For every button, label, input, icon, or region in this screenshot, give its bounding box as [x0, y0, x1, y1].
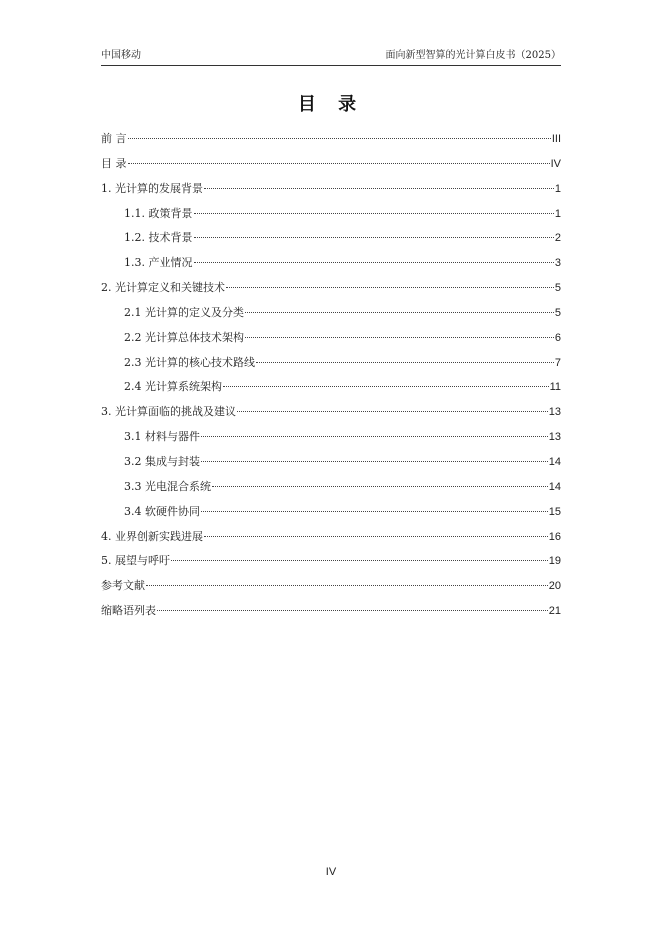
toc-entry[interactable] — [101, 276, 561, 301]
toc-dot-leader — [201, 436, 548, 437]
toc-entry-page: 5 — [554, 282, 561, 295]
toc-entry-page: III — [551, 133, 561, 145]
toc-dot-leader — [194, 237, 554, 238]
toc-entry-page: 7 — [554, 356, 561, 369]
toc-entry-page: 16 — [548, 530, 561, 543]
toc-entry-page: IV — [550, 157, 561, 170]
toc-entry-label: 3. 光计算面临的挑战及建议 — [101, 405, 236, 419]
toc-entry-label: 1.3. 产业情况 — [124, 256, 193, 270]
toc-entry-label: 3.2 集成与封装 — [124, 454, 200, 468]
toc-entry[interactable] — [101, 549, 561, 574]
toc-entry-label: 2. 光计算定义和关键技术 — [101, 281, 225, 295]
toc-entry[interactable] — [101, 599, 561, 624]
toc-entry-page: 20 — [548, 580, 561, 593]
toc-entry-label: 2.1 光计算的定义及分类 — [124, 305, 244, 319]
toc-dot-leader — [171, 560, 548, 561]
toc-entry[interactable] — [101, 525, 561, 550]
toc-entry-page: 21 — [548, 605, 561, 618]
toc-entry-page: 11 — [549, 381, 561, 394]
toc-entry-label: 2.2 光计算总体技术架构 — [124, 330, 244, 344]
toc-entry-label: 2.3 光计算的核心技术路线 — [124, 355, 255, 369]
toc-entry[interactable] — [101, 500, 561, 525]
header-organization: 中国移动 — [101, 50, 141, 61]
toc-dot-leader — [157, 610, 548, 611]
toc-entry[interactable] — [101, 375, 561, 400]
toc-dot-leader — [146, 585, 548, 586]
toc-dot-leader — [204, 188, 554, 189]
toc-entry[interactable] — [101, 326, 561, 351]
toc-entry-label: 3.4 软硬件协同 — [124, 504, 200, 518]
toc-entry-page: 19 — [548, 555, 561, 568]
toc-entry-label: 参考文献 — [101, 579, 145, 593]
toc-entry[interactable] — [101, 400, 561, 425]
toc-dot-leader — [256, 362, 554, 363]
toc-dot-leader — [194, 262, 554, 263]
toc-dot-leader — [212, 486, 548, 487]
toc-entry-page: 15 — [548, 505, 561, 518]
toc-entry[interactable] — [101, 251, 561, 276]
toc-entry[interactable] — [101, 425, 561, 450]
toc-entry-label: 1.2. 技术背景 — [124, 231, 193, 245]
toc-entry-label: 缩略语列表 — [101, 604, 156, 618]
toc-entry[interactable] — [101, 301, 561, 326]
toc-entry-page: 14 — [548, 455, 561, 468]
toc-entry-page: 1 — [554, 207, 561, 220]
toc-entry-label: 目 录 — [101, 156, 127, 170]
toc-entry-label: 3.1 材料与器件 — [124, 430, 200, 444]
toc-dot-leader — [201, 461, 548, 462]
toc-entry[interactable] — [101, 475, 561, 500]
table-of-contents — [101, 127, 561, 624]
toc-dot-leader — [237, 411, 548, 412]
page-number: IV — [325, 866, 337, 878]
toc-entry-label: 4. 业界创新实践进展 — [101, 529, 203, 543]
toc-entry-label: 1. 光计算的发展背景 — [101, 181, 203, 195]
toc-dot-leader — [201, 511, 548, 512]
toc-entry-page: 13 — [548, 406, 561, 419]
toc-entry-page: 3 — [554, 257, 561, 270]
toc-entry[interactable] — [101, 450, 561, 475]
toc-entry-page: 6 — [554, 331, 561, 344]
toc-title: 目 录 — [297, 94, 365, 115]
toc-entry[interactable] — [101, 226, 561, 251]
toc-entry[interactable] — [101, 177, 561, 202]
header-document-title: 面向新型智算的光计算白皮书（2025） — [385, 50, 561, 61]
toc-entry[interactable] — [101, 202, 561, 227]
toc-dot-leader — [194, 213, 554, 214]
page-header — [101, 50, 561, 66]
toc-entry-page: 14 — [548, 480, 561, 493]
toc-dot-leader — [128, 138, 551, 139]
toc-entry[interactable] — [101, 152, 561, 177]
toc-entry[interactable] — [101, 574, 561, 599]
toc-dot-leader — [245, 337, 554, 338]
toc-entry[interactable] — [101, 127, 561, 152]
toc-entry-page: 1 — [554, 182, 561, 195]
toc-entry-label: 2.4 光计算系统架构 — [124, 380, 222, 394]
toc-entry-page: 2 — [554, 232, 561, 245]
toc-dot-leader — [223, 386, 549, 387]
toc-dot-leader — [204, 536, 548, 537]
toc-dot-leader — [245, 312, 554, 313]
toc-dot-leader — [128, 163, 550, 164]
toc-dot-leader — [226, 287, 554, 288]
toc-entry-label: 前 言 — [101, 132, 127, 145]
toc-entry-label: 1.1. 政策背景 — [124, 206, 193, 220]
toc-entry-label: 5. 展望与呼吁 — [101, 554, 170, 568]
toc-entry-page: 13 — [548, 431, 561, 444]
toc-entry-label: 3.3 光电混合系统 — [124, 479, 211, 493]
toc-entry-page: 5 — [554, 306, 561, 319]
toc-entry[interactable] — [101, 351, 561, 376]
